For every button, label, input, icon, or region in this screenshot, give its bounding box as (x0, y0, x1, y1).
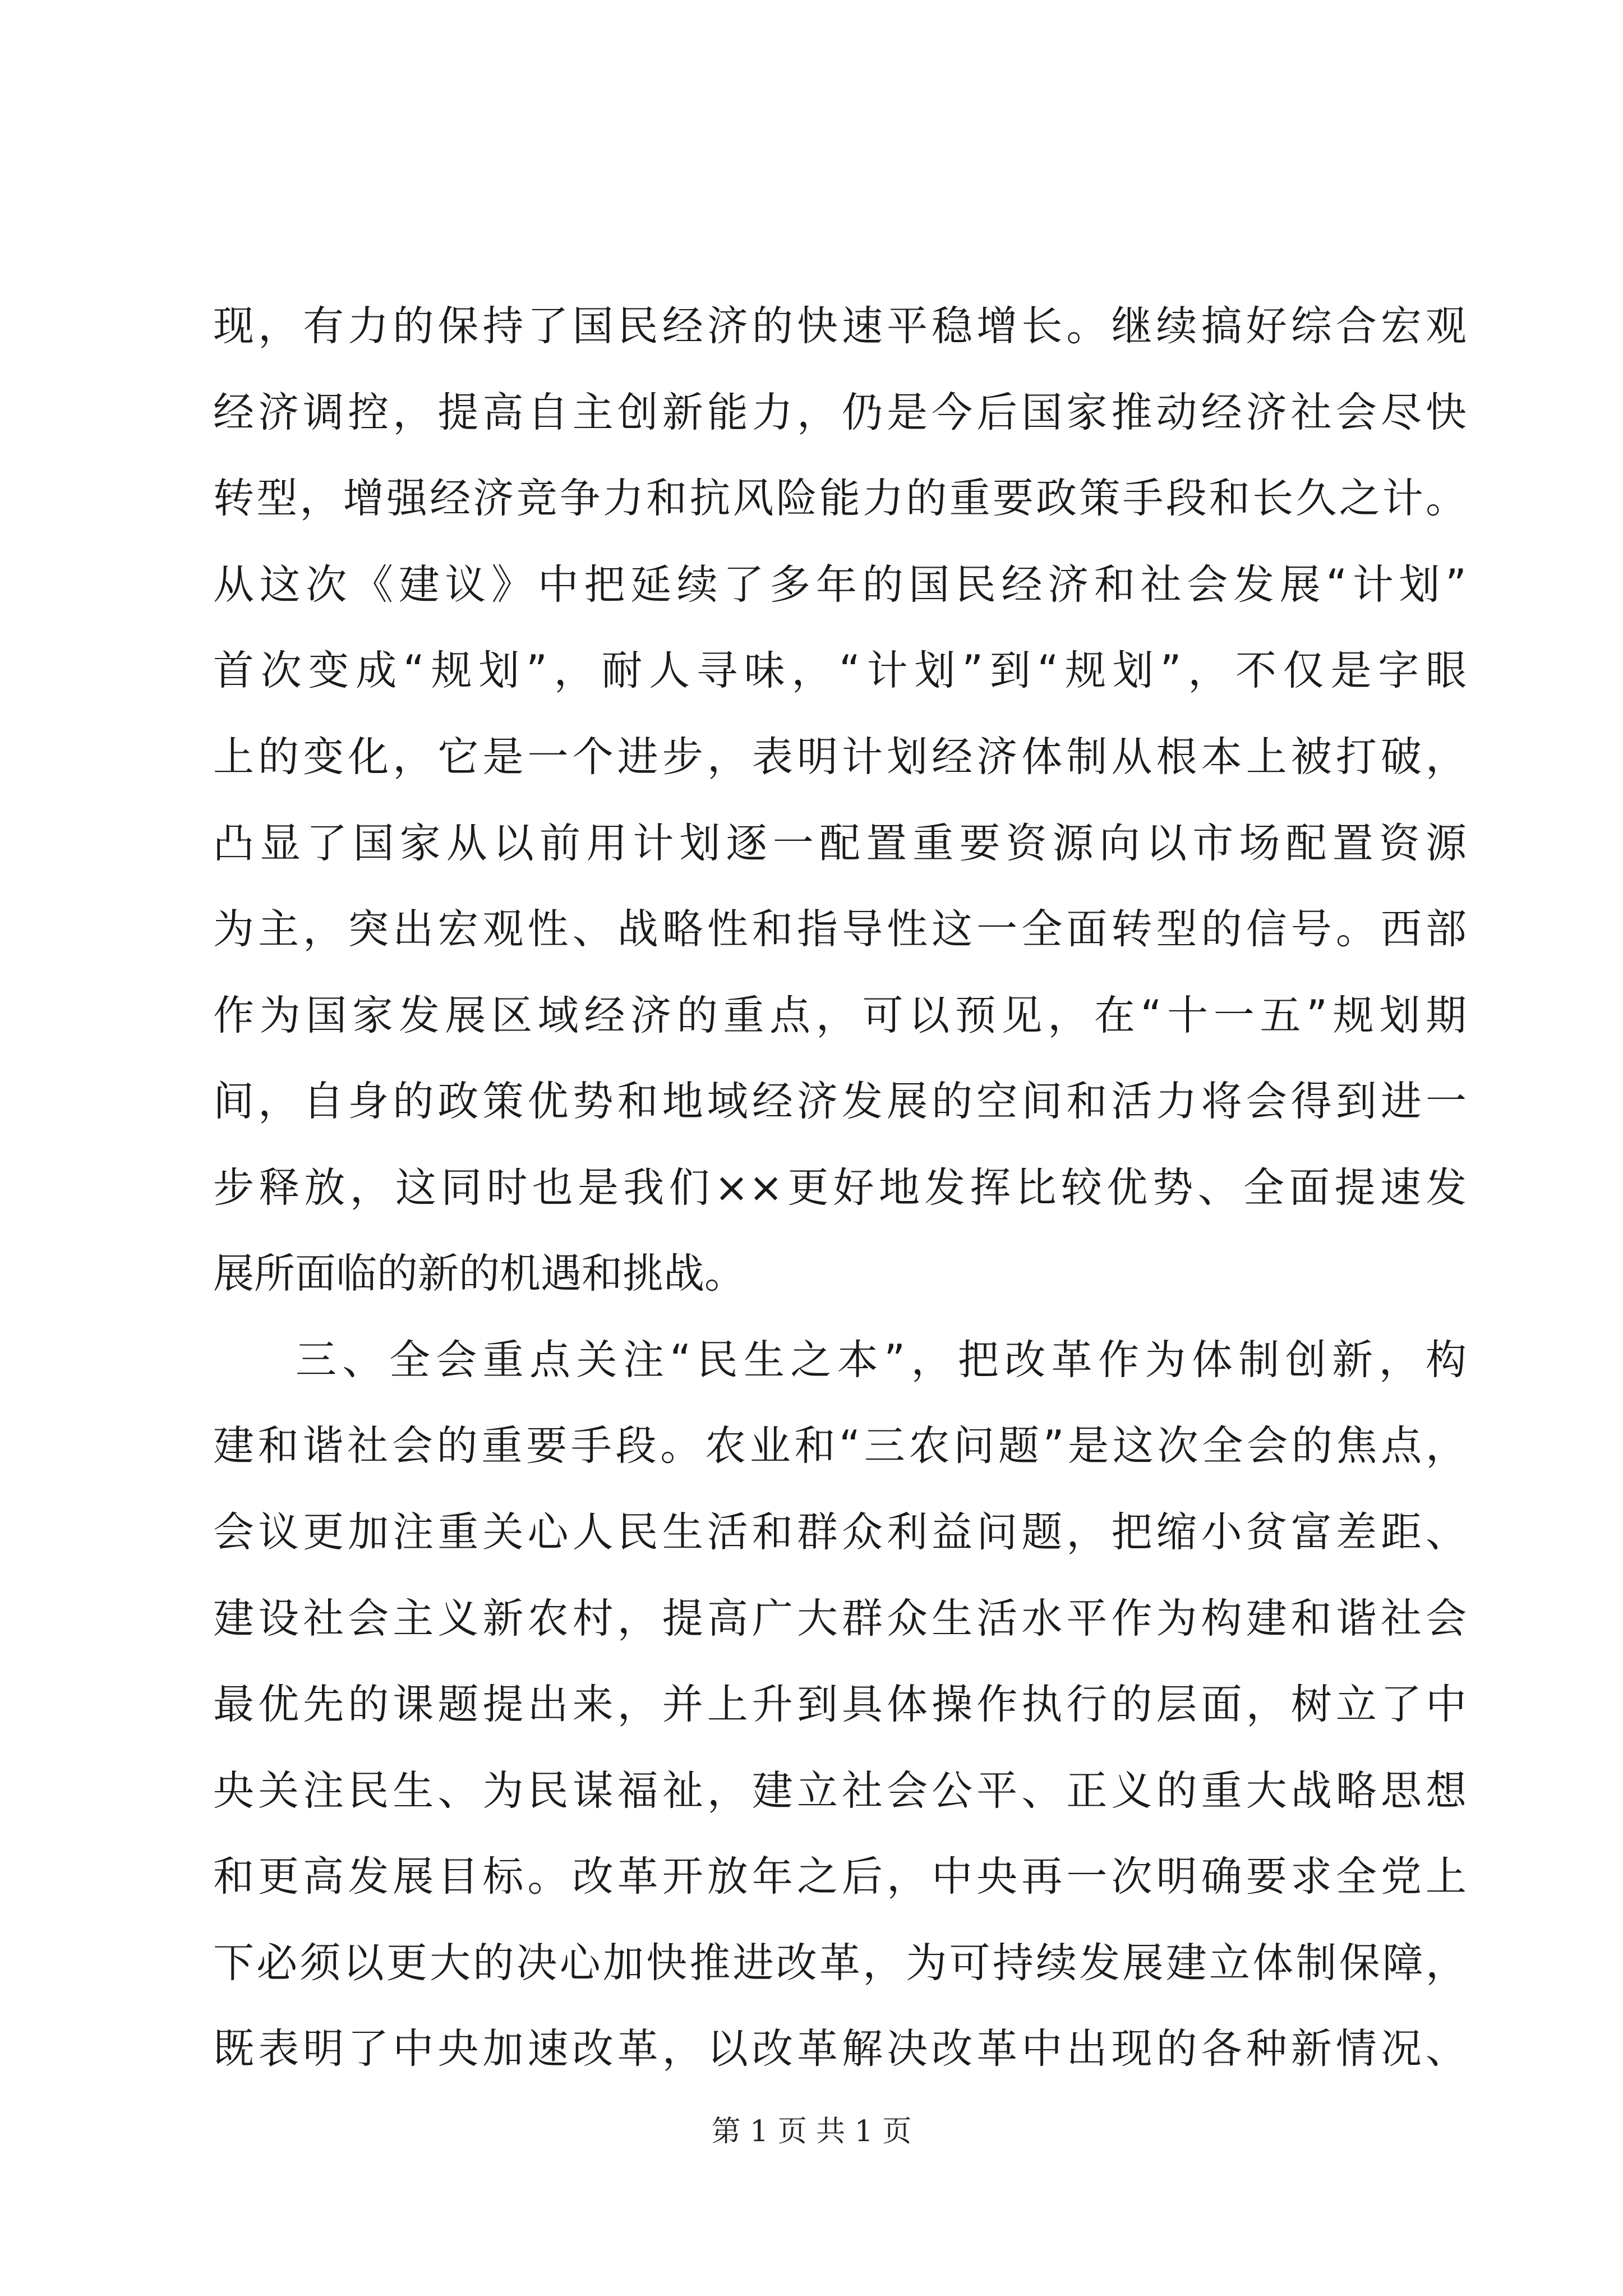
text-line-6: 上的变化，它是一个进步，表明计划经济体制从根本上被打破， (213, 733, 1467, 781)
text-line-21: 既表明了中央加速改革，以改革解决改革中出现的各种新情况、 (213, 2025, 1467, 2073)
text-line-12: 展所面临的新的机遇和挑战。 (213, 1250, 745, 1297)
text-line-20: 下必须以更大的决心加快推进改革，为可持续发展建立体制保障， (213, 1939, 1467, 1987)
text-line-8: 为主，突出宏观性、战略性和指导性这一全面转型的信号。西部 (213, 905, 1467, 953)
text-line-2: 经济调控，提高自主创新能力，仍是今后国家推动经济社会尽快 (213, 389, 1467, 436)
text-line-7: 凸显了国家从以前用计划逐一配置重要资源向以市场配置资源 (213, 820, 1467, 867)
text-line-16: 建设社会主义新农村，提高广大群众生活水平作为构建和谐社会 (213, 1595, 1467, 1642)
page-footer: 第 1 页 共 1 页 (711, 2115, 912, 2148)
text-line-18: 央关注民生、为民谋福祉，建立社会公平、正义的重大战略思想 (213, 1767, 1467, 1815)
text-line-10: 间，自身的政策优势和地域经济发展的空间和活力将会得到进一 (213, 1078, 1467, 1125)
text-line-4: 从这次《建议》中把延续了多年的国民经济和社会发展“计划” (213, 561, 1467, 609)
text-line-1: 现，有力的保持了国民经济的快速平稳增长。继续搞好综合宏观 (213, 302, 1467, 350)
text-line-19: 和更高发展目标。改革开放年之后，中央再一次明确要求全党上 (213, 1853, 1467, 1901)
text-line-14: 建和谐社会的重要手段。农业和“三农问题”是这次全会的焦点， (213, 1422, 1467, 1470)
text-line-17: 最优先的课题提出来，并上升到具体操作执行的层面，树立了中 (213, 1681, 1467, 1728)
text-line-11: 步释放，这同时也是我们××更好地发挥比较优势、全面提速发 (213, 1164, 1467, 1212)
text-line-9: 作为国家发展区域经济的重点，可以预见，在“十一五”规划期 (213, 992, 1467, 1039)
text-line-15: 会议更加注重关心人民生活和群众利益问题，把缩小贫富差距、 (213, 1508, 1467, 1556)
paragraph-start-line: 三、全会重点关注“民生之本”，把改革作为体制创新，构 (296, 1336, 1467, 1384)
text-line-5: 首次变成“规划”，耐人寻味，“计划”到“规划”，不仅是字眼 (213, 647, 1467, 694)
text-line-3: 转型，增强经济竞争力和抗风险能力的重要政策手段和长久之计。 (213, 475, 1467, 522)
